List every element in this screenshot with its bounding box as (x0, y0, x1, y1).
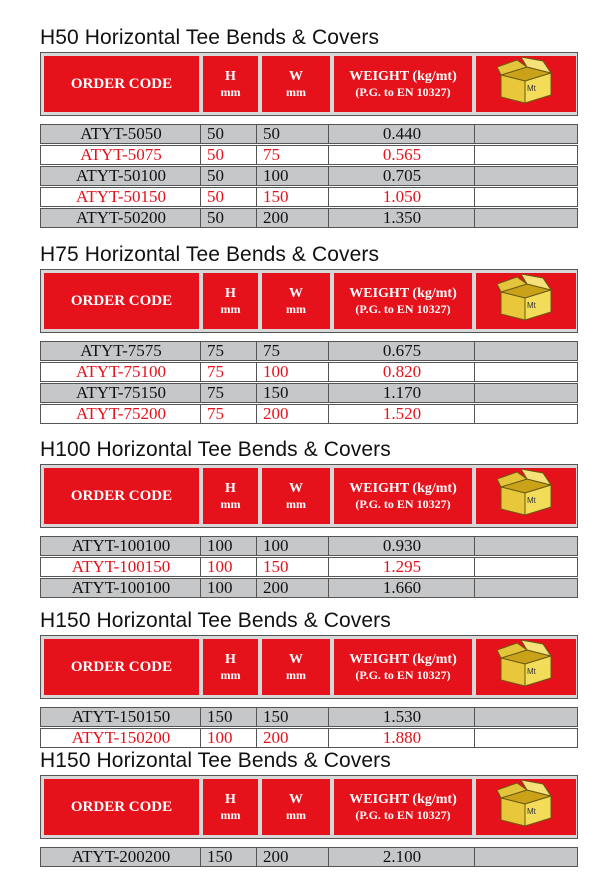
weight-cell: 1.660 (382, 578, 422, 597)
header-box (476, 56, 576, 112)
column-divider (200, 125, 201, 143)
section-title: H50 Horizontal Tee Bends & Covers (40, 26, 380, 49)
header-w (262, 779, 330, 835)
table-row (40, 404, 578, 424)
column-divider (474, 125, 475, 143)
column-divider (328, 125, 329, 143)
empty-cell (475, 167, 579, 185)
column-divider (256, 363, 257, 381)
empty-cell (475, 558, 579, 576)
column-divider (474, 209, 475, 227)
column-divider (474, 537, 475, 555)
header-w (262, 639, 330, 695)
empty-cell (475, 209, 579, 227)
box-icon (497, 780, 555, 834)
box-icon (497, 640, 555, 694)
column-divider (200, 537, 201, 555)
column-divider (256, 146, 257, 164)
header-weight (334, 56, 472, 112)
table-row (40, 578, 578, 598)
weight-cell: 1.530 (382, 707, 422, 726)
header-order-code-line1: ORDER CODE (70, 658, 173, 675)
header-h-line1: H (225, 791, 236, 807)
column-divider (328, 558, 329, 576)
header-box (476, 779, 576, 835)
column-divider (328, 848, 329, 866)
order-code-cell: ATYT-75200 (75, 404, 167, 423)
empty-cell (475, 125, 579, 143)
order-code-cell: ATYT-75150 (75, 383, 167, 402)
box-label: Mt (527, 496, 536, 505)
h-cell: 100 (207, 557, 233, 576)
column-divider (256, 342, 257, 360)
order-code-cell: ATYT-150150 (71, 707, 171, 726)
table-row (40, 383, 578, 403)
weight-cell: 1.880 (382, 728, 422, 747)
column-divider (256, 405, 257, 423)
header-weight-line2: (P.G. to EN 10327) (355, 808, 451, 823)
order-code-cell: ATYT-5075 (80, 145, 162, 164)
empty-cell (475, 342, 579, 360)
header-w (262, 273, 330, 329)
column-divider (256, 848, 257, 866)
column-divider (474, 708, 475, 726)
header-order-code-line1: ORDER CODE (70, 487, 173, 504)
weight-cell: 2.100 (382, 847, 422, 866)
header-h (203, 639, 258, 695)
header-w-line2: mm (286, 85, 306, 100)
column-divider (200, 363, 201, 381)
w-cell: 150 (263, 557, 289, 576)
w-cell: 200 (263, 578, 289, 597)
header-box (476, 273, 576, 329)
w-cell: 75 (263, 341, 280, 360)
header-w-line1: W (289, 480, 303, 496)
table-row (40, 728, 578, 748)
section-table (40, 26, 578, 233)
weight-cell: 0.930 (382, 536, 422, 555)
column-divider (256, 708, 257, 726)
header-w-line2: mm (286, 497, 306, 512)
order-code-cell: ATYT-50150 (75, 187, 167, 206)
column-divider (474, 342, 475, 360)
table-header (40, 464, 578, 528)
h-cell: 50 (207, 145, 224, 164)
section-table (40, 749, 578, 872)
header-weight (334, 779, 472, 835)
column-divider (200, 146, 201, 164)
table-row (40, 187, 578, 207)
header-weight-line1: WEIGHT (kg/mt) (349, 68, 457, 84)
empty-cell (475, 146, 579, 164)
header-h (203, 56, 258, 112)
table-row (40, 536, 578, 556)
column-divider (200, 342, 201, 360)
header-h-line1: H (225, 651, 236, 667)
column-divider (200, 708, 201, 726)
header-weight (334, 273, 472, 329)
column-divider (200, 848, 201, 866)
column-divider (200, 558, 201, 576)
w-cell: 50 (263, 124, 280, 143)
order-code-cell: ATYT-150200 (71, 728, 171, 747)
weight-cell: 0.440 (382, 124, 422, 143)
weight-cell: 0.565 (382, 145, 422, 164)
section-title: H150 Horizontal Tee Bends & Covers (40, 609, 391, 632)
weight-cell: 1.350 (382, 208, 422, 227)
column-divider (474, 579, 475, 597)
header-weight-line2: (P.G. to EN 10327) (355, 302, 451, 317)
column-divider (200, 729, 201, 747)
h-cell: 50 (207, 187, 224, 206)
weight-cell: 0.820 (382, 362, 422, 381)
w-cell: 200 (263, 847, 289, 866)
header-h (203, 468, 258, 524)
w-cell: 100 (263, 362, 289, 381)
empty-cell (475, 537, 579, 555)
table-row (40, 145, 578, 165)
header-h-line2: mm (220, 808, 241, 823)
order-code-cell: ATYT-50100 (75, 166, 167, 185)
header-w-line1: W (289, 791, 303, 807)
header-w-line2: mm (286, 668, 306, 683)
column-divider (200, 579, 201, 597)
h-cell: 75 (207, 383, 224, 402)
column-divider (328, 405, 329, 423)
empty-cell (475, 384, 579, 402)
column-divider (256, 579, 257, 597)
header-h-line2: mm (220, 668, 241, 683)
header-order-code (44, 56, 199, 112)
order-code-cell: ATYT-200200 (71, 847, 171, 866)
header-w-line2: mm (286, 808, 306, 823)
column-divider (328, 209, 329, 227)
header-weight (334, 468, 472, 524)
table-header (40, 52, 578, 116)
empty-cell (475, 579, 579, 597)
column-divider (474, 405, 475, 423)
box-label: Mt (527, 667, 536, 676)
header-h-line1: H (225, 480, 236, 496)
order-code-cell: ATYT-100100 (71, 578, 171, 597)
empty-cell (475, 848, 579, 866)
h-cell: 75 (207, 404, 224, 423)
w-cell: 200 (263, 208, 289, 227)
column-divider (474, 363, 475, 381)
h-cell: 150 (207, 847, 233, 866)
header-box (476, 639, 576, 695)
column-divider (328, 579, 329, 597)
header-box (476, 468, 576, 524)
h-cell: 100 (207, 728, 233, 747)
header-weight-line2: (P.G. to EN 10327) (355, 85, 451, 100)
table-row (40, 208, 578, 228)
header-w-line1: W (289, 651, 303, 667)
order-code-cell: ATYT-7575 (80, 341, 162, 360)
weight-cell: 1.520 (382, 404, 422, 423)
column-divider (328, 537, 329, 555)
column-divider (256, 209, 257, 227)
column-divider (474, 729, 475, 747)
column-divider (256, 125, 257, 143)
table-row (40, 847, 578, 867)
section-table (40, 609, 578, 753)
header-weight-line1: WEIGHT (kg/mt) (349, 480, 457, 496)
header-h-line1: H (225, 285, 236, 301)
column-divider (474, 146, 475, 164)
header-order-code (44, 639, 199, 695)
column-divider (200, 209, 201, 227)
header-h-line2: mm (220, 302, 241, 317)
column-divider (328, 167, 329, 185)
table-row (40, 557, 578, 577)
w-cell: 150 (263, 187, 289, 206)
empty-cell (475, 188, 579, 206)
column-divider (256, 384, 257, 402)
column-divider (200, 167, 201, 185)
table-row (40, 362, 578, 382)
header-w (262, 56, 330, 112)
table-row (40, 341, 578, 361)
h-cell: 150 (207, 707, 233, 726)
column-divider (328, 342, 329, 360)
h-cell: 100 (207, 536, 233, 555)
weight-cell: 1.295 (382, 557, 422, 576)
header-h (203, 273, 258, 329)
h-cell: 75 (207, 341, 224, 360)
column-divider (256, 167, 257, 185)
h-cell: 100 (207, 578, 233, 597)
header-weight-line1: WEIGHT (kg/mt) (349, 651, 457, 667)
w-cell: 200 (263, 728, 289, 747)
empty-cell (475, 405, 579, 423)
box-label: Mt (527, 301, 536, 310)
column-divider (256, 729, 257, 747)
column-divider (474, 558, 475, 576)
header-h-line2: mm (220, 85, 241, 100)
table-row (40, 166, 578, 186)
box-label: Mt (527, 807, 536, 816)
weight-cell: 0.675 (382, 341, 422, 360)
h-cell: 50 (207, 208, 224, 227)
column-divider (474, 384, 475, 402)
w-cell: 100 (263, 536, 289, 555)
w-cell: 150 (263, 383, 289, 402)
column-divider (328, 146, 329, 164)
section-title: H75 Horizontal Tee Bends & Covers (40, 243, 380, 266)
column-divider (328, 729, 329, 747)
header-h-line1: H (225, 68, 236, 84)
table-header (40, 635, 578, 699)
header-w (262, 468, 330, 524)
table-row (40, 707, 578, 727)
section-title: H150 Horizontal Tee Bends & Covers (40, 749, 391, 772)
column-divider (200, 188, 201, 206)
header-h (203, 779, 258, 835)
box-icon (497, 469, 555, 523)
header-order-code (44, 779, 199, 835)
column-divider (328, 708, 329, 726)
order-code-cell: ATYT-100100 (71, 536, 171, 555)
header-h-line2: mm (220, 497, 241, 512)
box-icon (497, 57, 555, 111)
column-divider (474, 848, 475, 866)
header-w-line2: mm (286, 302, 306, 317)
order-code-cell: ATYT-5050 (80, 124, 162, 143)
header-order-code (44, 468, 199, 524)
header-order-code-line1: ORDER CODE (70, 798, 173, 815)
column-divider (200, 384, 201, 402)
section-table (40, 438, 578, 603)
empty-cell (475, 363, 579, 381)
header-weight-line1: WEIGHT (kg/mt) (349, 791, 457, 807)
w-cell: 100 (263, 166, 289, 185)
column-divider (256, 537, 257, 555)
w-cell: 150 (263, 707, 289, 726)
table-header (40, 269, 578, 333)
section-title: H100 Horizontal Tee Bends & Covers (40, 438, 391, 461)
header-w-line1: W (289, 285, 303, 301)
w-cell: 200 (263, 404, 289, 423)
w-cell: 75 (263, 145, 280, 164)
column-divider (474, 188, 475, 206)
order-code-cell: ATYT-50200 (75, 208, 167, 227)
order-code-cell: ATYT-75100 (75, 362, 167, 381)
table-header (40, 775, 578, 839)
column-divider (256, 188, 257, 206)
section-table (40, 243, 578, 429)
header-weight-line2: (P.G. to EN 10327) (355, 668, 451, 683)
column-divider (328, 384, 329, 402)
column-divider (474, 167, 475, 185)
header-weight-line1: WEIGHT (kg/mt) (349, 285, 457, 301)
column-divider (328, 363, 329, 381)
weight-cell: 1.170 (382, 383, 422, 402)
box-label: Mt (527, 84, 536, 93)
h-cell: 50 (207, 166, 224, 185)
header-weight-line2: (P.G. to EN 10327) (355, 497, 451, 512)
header-order-code-line1: ORDER CODE (70, 75, 173, 92)
table-row (40, 124, 578, 144)
header-w-line1: W (289, 68, 303, 84)
header-weight (334, 639, 472, 695)
h-cell: 50 (207, 124, 224, 143)
order-code-cell: ATYT-100150 (71, 557, 171, 576)
header-order-code-line1: ORDER CODE (70, 292, 173, 309)
box-icon (497, 274, 555, 328)
empty-cell (475, 708, 579, 726)
weight-cell: 0.705 (382, 166, 422, 185)
column-divider (328, 188, 329, 206)
empty-cell (475, 729, 579, 747)
weight-cell: 1.050 (382, 187, 422, 206)
h-cell: 75 (207, 362, 224, 381)
column-divider (200, 405, 201, 423)
header-order-code (44, 273, 199, 329)
column-divider (256, 558, 257, 576)
